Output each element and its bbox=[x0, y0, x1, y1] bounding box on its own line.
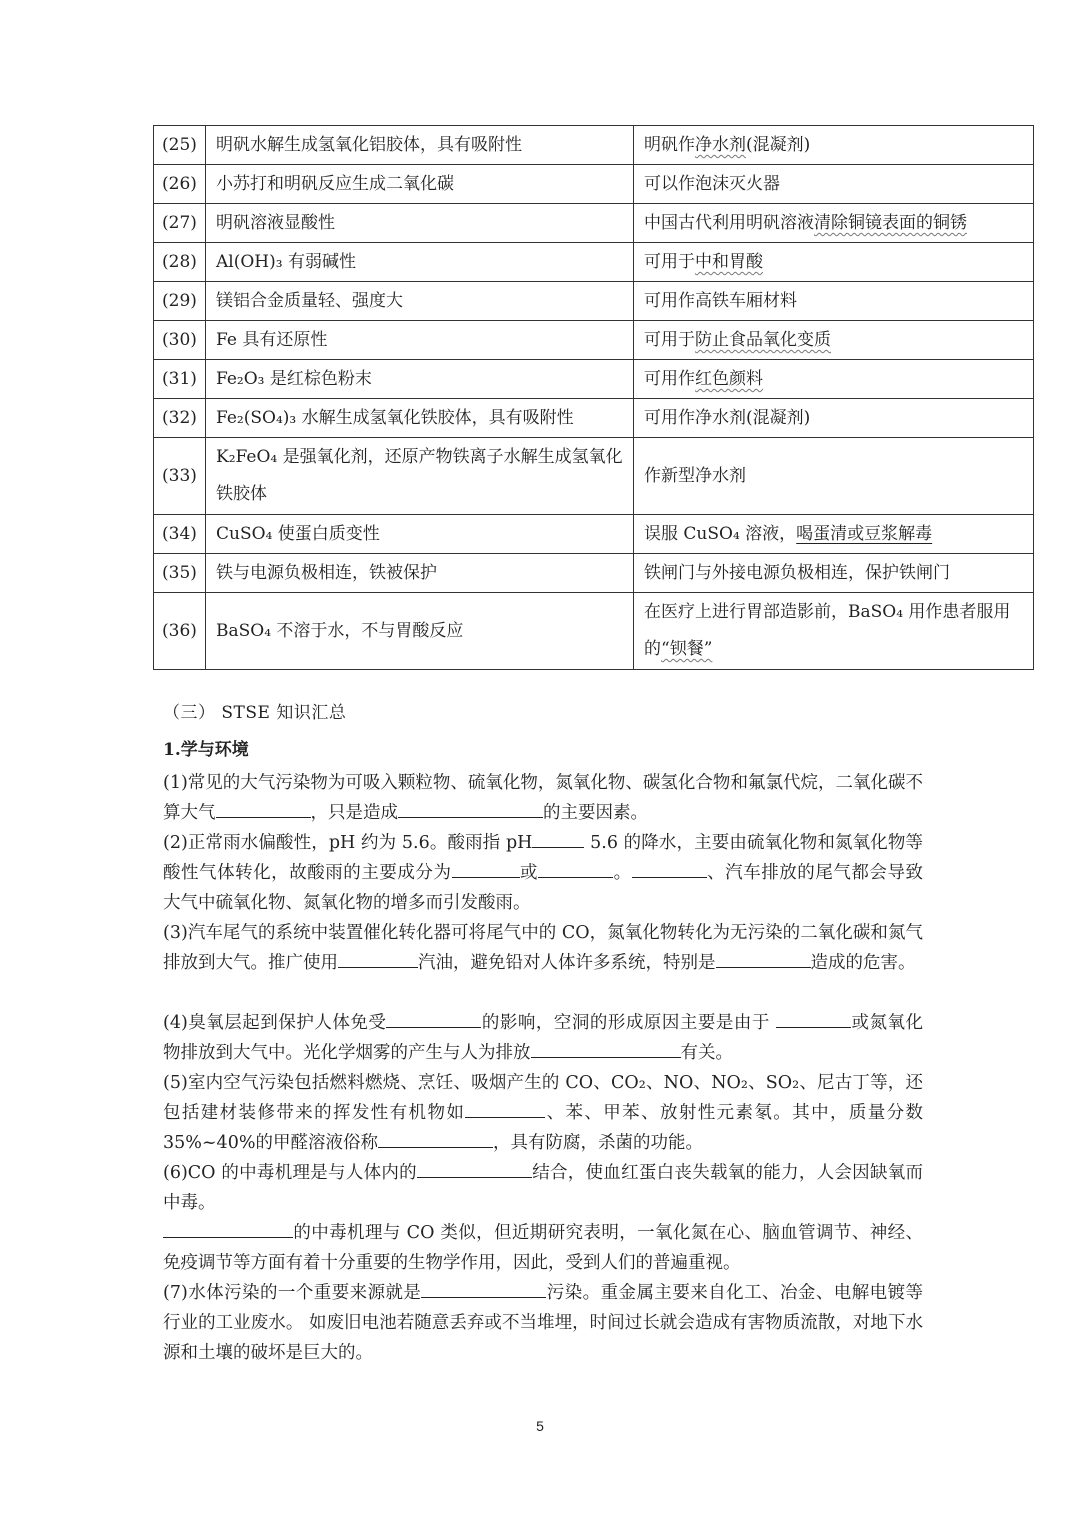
fill-blank[interactable] bbox=[632, 859, 707, 878]
fill-blank[interactable] bbox=[421, 1279, 546, 1298]
property-cell: K₂FeO₄ 是强氧化剂，还原产物铁离子水解生成氢氧化铁胶体 bbox=[206, 438, 634, 515]
use-cell bbox=[634, 554, 1034, 593]
para-text: 的中毒机理与 CO 类似，但近期研究表明，一氧化氮在心、脑血管调节、神经、免疫调节等方面有着十分重要的生物学作用，因此，受到人们的普遍重视。 bbox=[163, 1223, 923, 1273]
use-cell bbox=[634, 204, 1034, 243]
table-row bbox=[154, 593, 1034, 670]
fill-blank[interactable] bbox=[398, 799, 543, 818]
use-text: 铁闸门与外接电源负极相连，保护铁闸门 bbox=[644, 563, 950, 583]
use-highlight: 喝蛋清或豆浆解毒 bbox=[796, 524, 933, 544]
property-cell: Fe 具有还原性 bbox=[206, 321, 634, 360]
use-cell bbox=[634, 360, 1034, 399]
table-row bbox=[154, 360, 1034, 399]
use-cell bbox=[634, 593, 1034, 670]
use-text: 可用作高铁车厢材料 bbox=[644, 291, 797, 311]
fill-blank[interactable] bbox=[452, 859, 520, 878]
use-text: 可用作净水剂(混凝剂) bbox=[644, 408, 811, 428]
property-cell: 明矾水解生成氢氧化铝胶体，具有吸附性 bbox=[206, 126, 634, 165]
table-row bbox=[154, 126, 1034, 165]
para-text: 、汽车排放的尾气都会导致大气中硫氧化物、氮氧化物的增多而引发酸雨。 bbox=[163, 863, 923, 913]
use-text: 误服 CuSO₄ 溶液， bbox=[644, 524, 797, 544]
paragraph-5 bbox=[163, 1068, 923, 1158]
fill-blank[interactable] bbox=[776, 1009, 851, 1028]
paragraph-1 bbox=[163, 768, 923, 828]
table-row bbox=[154, 515, 1034, 554]
use-cell bbox=[634, 321, 1034, 360]
table-row bbox=[154, 554, 1034, 593]
row-number: (32) bbox=[154, 399, 206, 438]
use-highlight: 中和胃酸 bbox=[695, 252, 763, 272]
use-highlight: 净水剂 bbox=[695, 135, 746, 155]
use-cell bbox=[634, 165, 1034, 204]
use-cell bbox=[634, 126, 1034, 165]
table-row bbox=[154, 282, 1034, 321]
para-text: ，具有防腐，杀菌的功能。 bbox=[492, 1133, 703, 1153]
table-row bbox=[154, 399, 1034, 438]
use-cell bbox=[634, 515, 1034, 554]
paragraph-6 bbox=[163, 1158, 923, 1278]
row-number: (26) bbox=[154, 165, 206, 204]
paragraph-4 bbox=[163, 1008, 923, 1068]
property-use-table bbox=[153, 125, 1034, 670]
use-highlight: 防止食品氧化变质 bbox=[695, 330, 831, 350]
fill-blank[interactable] bbox=[386, 1009, 481, 1028]
para-text: (4)臭氧层起到保护人体免受 bbox=[163, 1013, 387, 1033]
property-cell: 铁与电源负极相连，铁被保护 bbox=[206, 554, 634, 593]
use-highlight: 红色颜料 bbox=[695, 369, 763, 389]
property-cell: Al(OH)₃ 有弱碱性 bbox=[206, 243, 634, 282]
property-cell: CuSO₄ 使蛋白质变性 bbox=[206, 515, 634, 554]
section-title: （三） STSE 知识汇总 bbox=[163, 703, 347, 723]
use-text: 在医疗上进行胃部造影前，BaSO₄ 用作患者服用的 bbox=[644, 602, 1011, 659]
para-text: 造成的危害。 bbox=[810, 953, 916, 973]
para-text: 的主要因素。 bbox=[543, 803, 648, 823]
fill-blank[interactable] bbox=[163, 1219, 293, 1238]
fill-blank[interactable] bbox=[531, 1039, 681, 1058]
table-row bbox=[154, 204, 1034, 243]
use-cell bbox=[634, 399, 1034, 438]
row-number: (31) bbox=[154, 360, 206, 399]
use-cell bbox=[634, 438, 1034, 515]
row-number: (35) bbox=[154, 554, 206, 593]
paragraph-3 bbox=[163, 918, 923, 978]
use-text: 中国古代利用明矾溶液 bbox=[644, 213, 814, 233]
fill-blank[interactable] bbox=[716, 949, 811, 968]
use-highlight: 清除铜镜表面的铜锈 bbox=[814, 213, 967, 233]
para-text: 5.6 的降水，主要由硫氧化物和氮氧化物等酸性气体转化，故酸雨的主要成分为 bbox=[163, 833, 923, 883]
row-number: (34) bbox=[154, 515, 206, 554]
fill-blank[interactable] bbox=[532, 829, 584, 848]
para-text: 结合，使血红蛋白丧失载氧的能力，人会因缺氧而中毒。 bbox=[163, 1163, 924, 1213]
table-row bbox=[154, 321, 1034, 360]
fill-blank[interactable] bbox=[417, 1159, 532, 1178]
row-number: (30) bbox=[154, 321, 206, 360]
row-number: (29) bbox=[154, 282, 206, 321]
property-cell: 小苏打和明矾反应生成二氧化碳 bbox=[206, 165, 634, 204]
paragraph-2 bbox=[163, 828, 923, 918]
row-number: (28) bbox=[154, 243, 206, 282]
para-text: (7)水体污染的一个重要来源就是 bbox=[163, 1283, 422, 1303]
page-number: 5 bbox=[536, 1418, 544, 1434]
use-text: 可用于 bbox=[644, 330, 695, 350]
para-text: (6)CO 的中毒机理是与人体内的 bbox=[163, 1163, 417, 1183]
para-text: 、苯、甲苯、放射性元素氡。其中，质量分数 35%~40%的甲醛溶液俗称 bbox=[163, 1103, 924, 1153]
use-text: 明矾作 bbox=[644, 135, 695, 155]
para-text: 或氮氧化物排放到大气中。光化学烟雾的产生与人为排放 bbox=[163, 1013, 924, 1063]
fill-blank[interactable] bbox=[216, 799, 311, 818]
para-text: 汽油，避免铅对人体许多系统，特别是 bbox=[418, 953, 716, 973]
property-cell: 明矾溶液显酸性 bbox=[206, 204, 634, 243]
row-number: (33) bbox=[154, 438, 206, 515]
para-text: (3)汽车尾气的系统中装置催化转化器可将尾气中的 CO，氮氧化物转化为无污染的二氧化碳和氮气排放到大气。推广使用 bbox=[163, 923, 923, 973]
fill-blank[interactable] bbox=[538, 859, 613, 878]
property-cell: BaSO₄ 不溶于水，不与胃酸反应 bbox=[206, 593, 634, 670]
table-row bbox=[154, 243, 1034, 282]
para-text: (1)常见的大气污染物为可吸入颗粒物、硫氧化物，氮氧化物、碳氢化合物和氟氯代烷，二氧化碳不算大气 bbox=[163, 773, 923, 823]
use-cell bbox=[634, 243, 1034, 282]
fill-blank[interactable] bbox=[378, 1129, 493, 1148]
para-text: ，只是造成 bbox=[310, 803, 398, 823]
table-row bbox=[154, 165, 1034, 204]
row-number: (25) bbox=[154, 126, 206, 165]
para-text: (2)正常雨水偏酸性，pH 约为 5.6。酸雨指 pH bbox=[163, 833, 533, 853]
para-text: 有关。 bbox=[680, 1043, 733, 1063]
para-text: 污染。重金属主要来自化工、冶金、电解电镀等行业的工业废水。 如废旧电池若随意丢弃或不当堆埋，时间过长就会造成有害物质流散，对地下水源和土壤的破坏是巨大的。 bbox=[163, 1283, 923, 1363]
property-cell: 镁铝合金质量轻、强度大 bbox=[206, 282, 634, 321]
para-text: 或 bbox=[519, 863, 539, 883]
property-cell: Fe₂O₃ 是红棕色粉末 bbox=[206, 360, 634, 399]
para-text: 。 bbox=[613, 863, 632, 883]
use-text: 可用作 bbox=[644, 369, 695, 389]
paragraph-7 bbox=[163, 1278, 923, 1368]
fill-blank[interactable] bbox=[465, 1099, 545, 1118]
use-text: 作新型净水剂 bbox=[644, 466, 746, 486]
fill-blank[interactable] bbox=[338, 949, 418, 968]
use-cell bbox=[634, 282, 1034, 321]
use-text: 可用于 bbox=[644, 252, 695, 272]
use-highlight: “钡餐” bbox=[661, 639, 713, 659]
para-text: (5)室内空气污染包括燃料燃烧、烹饪、吸烟产生的 CO、CO₂、NO、NO₂、SO₂、尼古丁等，还包括建材装修带来的挥发性有机物如 bbox=[163, 1073, 923, 1123]
para-text: 的影响，空洞的形成原因主要是由于 bbox=[481, 1013, 776, 1033]
table-row bbox=[154, 438, 1034, 515]
use-text-tail: (混凝剂) bbox=[746, 135, 811, 155]
subsection-title: 1.学与环境 bbox=[163, 740, 249, 760]
property-cell: Fe₂(SO₄)₃ 水解生成氢氧化铁胶体，具有吸附性 bbox=[206, 399, 634, 438]
row-number: (27) bbox=[154, 204, 206, 243]
use-text: 可以作泡沫灭火器 bbox=[644, 174, 780, 194]
row-number: (36) bbox=[154, 593, 206, 670]
